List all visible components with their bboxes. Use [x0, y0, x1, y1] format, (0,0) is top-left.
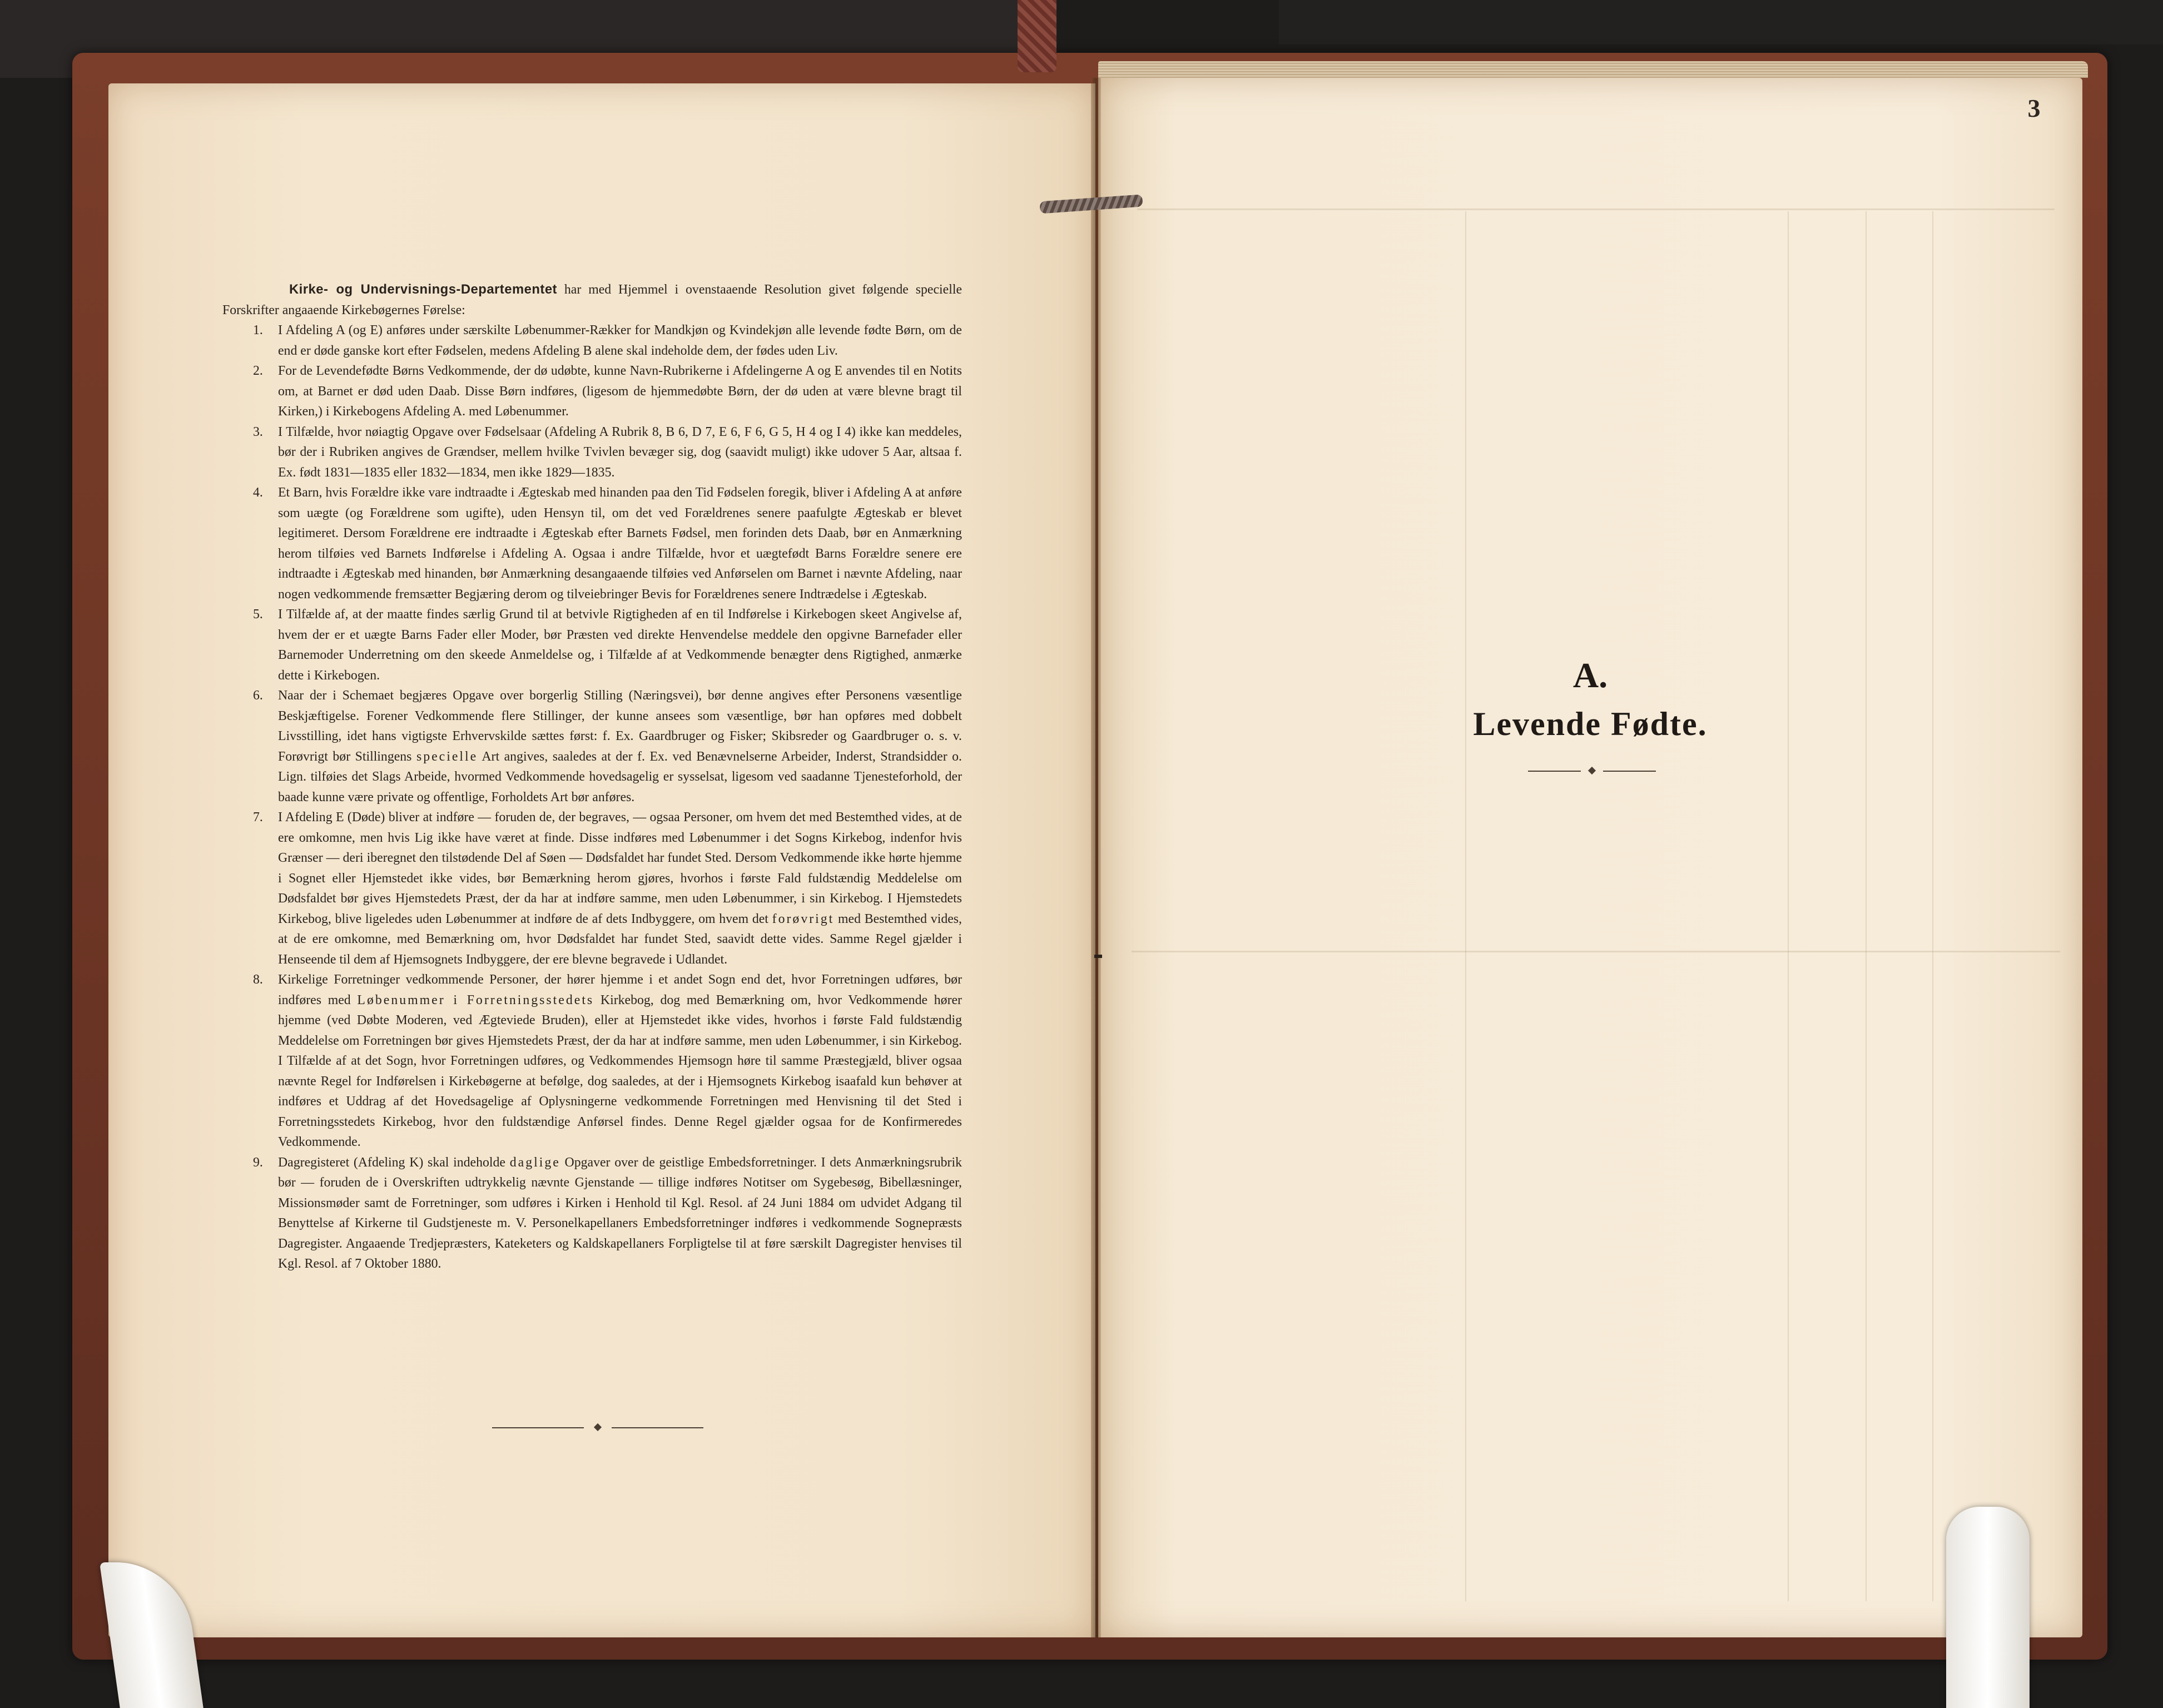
item-number: 6. — [253, 688, 263, 703]
regulation-item — [222, 320, 962, 361]
item-text-after: Art angives, saaledes at der f. Ex. ved Benævnelserne Arbeider, Inderst, Strandsidder o. Lign. tilføies det Slags Arbeide, hvormed Vedkommende hovedsagelig er sysselsat, ligesom ved saadanne Tjenesteforhold, der baade kunne være private og offentlige, Forholdets Art bør anføres. — [278, 749, 962, 805]
page-number: 3 — [2027, 94, 2041, 122]
item-text: Dagregisteret (Afdeling K) skal indeholde — [278, 1155, 510, 1170]
item-spaced-text: Løbenummer i Forretningsstedets — [357, 992, 594, 1007]
item-text-after: med Bestemthed vides, at de ere omkomne, med Bemærkning om, hvor Dødsfaldet har fundet Sted, saavidt dette vides. Samme Regel gjælder i Henseende til dem af Hjemsognets Indbyggere, der ere blevne begravede i Udlandet. — [278, 911, 962, 967]
item-text: I Tilfælde, hvor nøiagtig Opgave over Fødselsaar (Afdeling A Rubrik 8, B 6, D 7, E 6, F 6, G 5, H 4 og I 4) ikke kan meddeles, bør der i Rubriken angives de Grændser, mellem hvilke Tvivlen bevæger sig, dog (saavidt muligt) ikke udover 5 Aar, altsaa f. Ex. født 1831—1835 eller 1832—1834, men ikke 1829—1835. — [278, 424, 962, 480]
intro-text: har med Hjemmel i ovenstaaende Resolution givet følgende specielle Forskrifter angaaende Kirkebøgernes Førelse: — [222, 282, 963, 317]
regulations-list — [222, 320, 962, 1274]
right-page — [1098, 78, 2082, 1637]
item-text-after: Kirkebog, dog med Bemærkning om, hvor Vedkommende hører hjemme (ved Døbte Moderen, ved Ægteviede Bruden), eller at Hjemstedet ikke vides, hvorhos i første Fald fuldstændig Meddelelse om Forretningen bør gives Hjemstedets Præst, der da har at indføre samme, men uden Løbenummer, i sin Kirkebog. I Tilfælde af at det Sogn, hvor Forretningen udføres, og Vedkommendes Hjemsogn høre til samme Præstegjæld, bliver ogsaa nævnte Regel for Indførelsen i Kirkebøgerne at befølge, dog saaledes, at der i Hjemsognets Kirkebog isaafald kun behøver at indføres et Uddrag af det Hovedsagelige af Oplysningerne vedkommende Forretningen med Henvisning til det Sted i Forretningsstedets Kirkebog, hvor den fuldstændige Anførsel findes. Denne Regel gjælder ogsaa for de Konfirmeredes Vedkommende. — [278, 992, 962, 1149]
item-number: 2. — [253, 364, 263, 378]
regulation-item — [222, 361, 962, 422]
ledger-column-line — [1932, 211, 1933, 1601]
background-scan-bed-right — [1279, 0, 2163, 44]
left-ornament-divider — [492, 1422, 703, 1433]
item-number: 5. — [253, 607, 263, 622]
regulation-item — [222, 1153, 962, 1274]
item-spaced-text: specielle — [416, 749, 478, 764]
item-text: Naar der i Schemaet begjæres Opgave over borgerlig Stilling (Næringsvei), bør denne angives efter Personens væsentlige Beskjæftigelse. Forener Vedkommende flere Stillinger, der kunne ansees som væsentlige, bør han opføres med dobbelt Livsstilling, idet hans vigtigste Erhvervskilde sættes først: f. Ex. Gaardbruger og Fisker; Skibsreder og Gaardbruger o. s. v. Forøvrigt bør Stillingens — [278, 688, 962, 764]
item-number: 3. — [253, 424, 263, 439]
right-ornament-divider — [1528, 765, 1656, 776]
item-text: I Afdeling E (Døde) bliver at indføre — foruden de, der begraves, — ogsaa Personer, om hvem det med Bestemthed vides, at de ere omkomne, men hvis Lig ikke have været at finde. Disse indføres med Løbenummer i det Sogns Kirkebog, indenfor hvis Grænser — deri iberegnet den tilstødende Del af Søen — Dødsfaldet har fundet Sted. Dersom Vedkommende ikke hørte hjemme i Sognet eller Hjemstedet ikke vides, bør Bemærkning herom gjøres, hvorhos i første Fald fuldstændig Meddelelse om Dødsfaldet bør gives Hjemstedets Præst, der da har at indføre samme, men uden Løbenummer, i sin Kirkebog. I Hjemstedets Kirkebog, blive ligeledes uden Løbenummer at indføre de af dets Indbyggere, om hvem det — [278, 810, 962, 926]
regulations-intro — [222, 280, 962, 320]
page-edges — [1098, 61, 2088, 78]
regulation-item — [222, 422, 962, 483]
item-spaced-text: forøvrigt — [772, 911, 835, 926]
ledger-column-line — [1788, 211, 1789, 1601]
section-title: Levende Fødte. — [1473, 706, 1708, 742]
bookmark-ribbon — [1018, 0, 1056, 72]
regulation-item — [222, 604, 962, 686]
item-text-after: Opgaver over de geistlige Embedsforretninger. I dets Anmærkningsrubrik bør — foruden de i Overskriften udtrykkelig nævnte Gjenstande — tillige indføres Notitser om Sygebesøg, Bibellæsninger, Missionsmøder samt de Forretninger, som udføres i Kirken i Henhold til Kgl. Resol. af 24 Juni 1884 om udvidet Adgang til Benyttelse af Kirkerne til Gudstjeneste m. V. Personelkapellaners Embedsforretninger indføres i vedkommende Sognepræsts Dagregister. Angaaende Tredjepræsters, Kateketers og Kaldskapellaners Forpligtelse til at føre særskilt Dagregister henvises til Kgl. Resol. af 7 Oktober 1880. — [278, 1155, 962, 1271]
ledger-column-line — [1866, 211, 1867, 1601]
item-text: Kirkelige Forretninger vedkommende Personer, der hører hjemme i et andet Sogn end det, hvor Forretningen udføres, bør indføres med — [278, 972, 962, 1007]
spine-mark — [1094, 955, 1102, 958]
regulation-item — [222, 483, 962, 604]
ledger-rule — [1132, 951, 2060, 952]
regulations-text — [222, 280, 962, 1274]
page-holder-clip-right — [1946, 1507, 2030, 1708]
department-heading: Kirke- og Undervisnings-Departementet — [289, 282, 557, 297]
item-text: For de Levendefødte Børns Vedkommende, der dø udøbte, kunne Navn-Rubrikerne i Afdelingerne A og E anvendes til en Notits om, at Barnet er død uden Daab. Disse Børn indføres, (ligesom de hjemmedøbte Børn, der dø uden at være blevne bragt til Kirken,) i Kirkebogens Afdeling A. med Løbenummer. — [278, 364, 962, 419]
item-number: 8. — [253, 972, 263, 987]
regulation-item — [222, 807, 962, 970]
item-number: 9. — [253, 1155, 263, 1170]
item-number: 7. — [253, 810, 263, 825]
section-letter: A. — [1572, 656, 1608, 695]
item-number: 1. — [253, 323, 263, 337]
item-text: Et Barn, hvis Forældre ikke vare indtraadte i Ægteskab med hinanden paa den Tid Fødselen foregik, bliver i Afdeling A at anføre som uægte (og Forældrene som ugifte), uden Hensyn til, om det ved Forældrenes senere paafulgte Ægteskab er blevet legitimeret. Dersom Forældrene ere indtraadte i Ægteskab efter Barnets Fødsel, men forinden dets Daab, bør en Anmærkning herom tilføies ved Barnets Indførelse i Afdeling A. Ogsaa i andre Tilfælde, hvor et uægtefødt Barns Forældre senere ere indtraadte i Ægteskab med hinanden, bør Anmærkning desangaaende tilføies ved Anførselen om Barnet i nævnte Afdeling, naar nogen vedkommende fremsætter Begjæring derom og tilveiebringer Bevis for Forældrenes senere Indtrædelse i Ægteskab. — [278, 485, 962, 602]
regulation-item — [222, 686, 962, 807]
item-text: I Tilfælde af, at der maatte findes særlig Grund til at betvivle Rigtigheden af en til Indførelse i Kirkebogen skeet Angivelse af, hvem der er et uægte Barns Fader eller Moder, bør Præsten ved direkte Henvendelse meddele den opgivne Barnefader eller Barnemoder Underretning om den skeede Anmeldelse og, i Tilfælde af at Vedkommende benægter dens Rigtighed, anmærke dette i Kirkebogen. — [278, 607, 962, 683]
book-gutter — [1091, 78, 1101, 1637]
item-spaced-text: daglige — [509, 1155, 560, 1170]
item-text: I Afdeling A (og E) anføres under særskilte Løbenummer-Rækker for Mandkjøn og Kvindekjøn alle levende fødte Børn, om de end er døde ganske kort efter Fødselen, medens Afdeling B alene skal indeholde dem, der fødes uden Liv. — [278, 323, 962, 358]
regulation-item — [222, 970, 962, 1153]
item-number: 4. — [253, 485, 263, 500]
ledger-rule — [1137, 208, 2055, 210]
ledger-column-line — [1465, 211, 1466, 1601]
